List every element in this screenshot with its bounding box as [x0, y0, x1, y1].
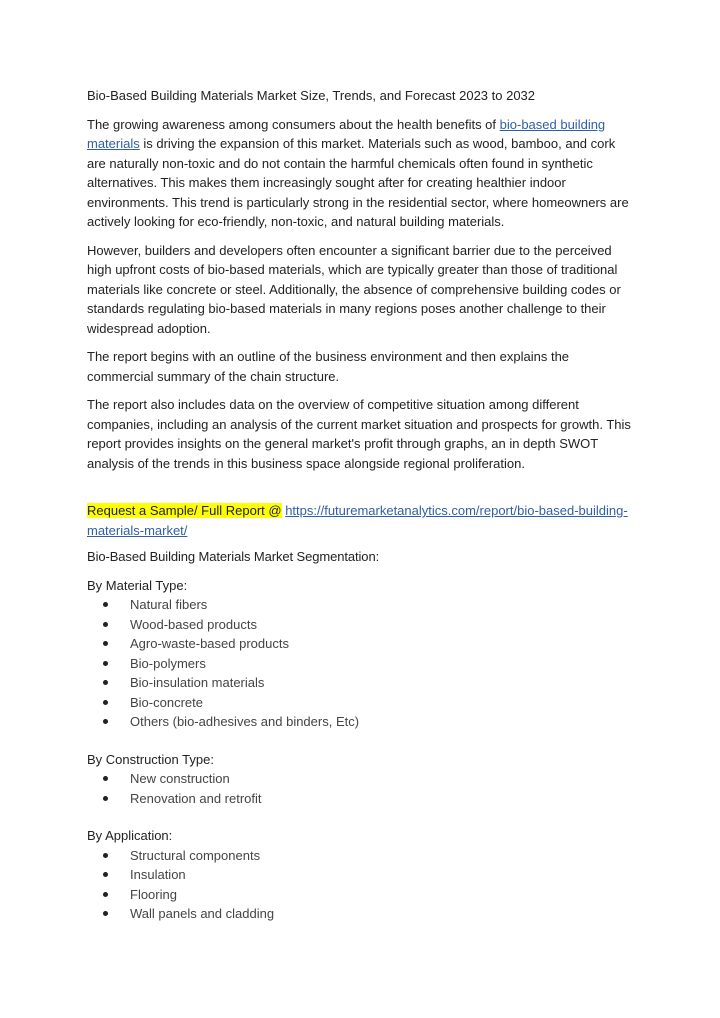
bullet-icon: [103, 872, 108, 877]
request-sample-line: [87, 501, 635, 540]
bullet-icon: [103, 719, 108, 724]
list-item-text: Bio-concrete: [130, 694, 203, 710]
list-item-text: Others (bio-adhesives and binders, Etc): [130, 714, 360, 729]
bullet-icon: [103, 602, 108, 607]
segment-group-construction-type: [87, 750, 635, 809]
paragraph-report-contents: The report also includes data on the overview of competitive situation among different companies, including an analysis of the current market situation and prospects for growth. This report provides insights on the general market's profit through graphs, an in depth SWOT analysis of the trends in this business space alongside regional proliferation.: [87, 397, 631, 471]
segment-group-material-type: [87, 576, 635, 732]
bullet-icon: [103, 700, 108, 705]
segment-list: [87, 846, 635, 924]
segmentation-heading: Bio-Based Building Materials Market Segmentation:: [87, 549, 380, 564]
list-item: [87, 904, 635, 924]
bullet-icon: [103, 853, 108, 858]
list-item: [87, 615, 635, 635]
list-item: [87, 595, 635, 615]
list-item: [87, 885, 635, 905]
bullet-icon: [103, 796, 108, 801]
bullet-icon: [103, 680, 108, 685]
list-item-text: Insulation: [130, 867, 186, 882]
list-item-text: Wall panels and cladding: [130, 906, 275, 921]
list-item: [87, 846, 635, 866]
request-sample-label: Request a Sample/ Full Report @: [87, 503, 282, 518]
list-item: [87, 769, 635, 789]
list-item: [87, 693, 635, 713]
bullet-icon: [103, 776, 108, 781]
list-item-text: Agro-waste-based products: [130, 636, 289, 651]
bullet-icon: [103, 641, 108, 646]
segment-group-title: By Construction Type:: [87, 751, 214, 767]
report-url-link[interactable]: https://futuremarketanalytics.com/report/bio-based-building-materials-market/: [87, 503, 628, 538]
list-item: [87, 634, 635, 654]
segment-group-title: By Material Type:: [87, 577, 188, 593]
bio-based-materials-link[interactable]: bio-based building materials: [87, 116, 606, 151]
document-title: Bio-Based Building Materials Market Size, Trends, and Forecast 2023 to 2032: [87, 88, 536, 103]
list-item-text: Bio-polymers: [130, 655, 206, 671]
list-item-text: Bio-insulation materials: [130, 675, 265, 690]
segment-list: [87, 595, 635, 732]
bullet-icon: [103, 911, 108, 916]
segment-list: [87, 769, 635, 808]
list-item-text: Wood-based products: [130, 616, 257, 632]
paragraph-cost-barrier: However, builders and developers often encounter a significant barrier due to the perceived high upfront costs of bio-based materials, which are typically greater than those of traditional materials like concrete or steel. Additionally, the absence of comprehensive building codes or standards regulating bio-based materials in many regions poses another challenge to their widespread adoption.: [87, 242, 621, 336]
intro-text-before-link: The growing awareness among consumers about the health benefits of: [87, 116, 500, 132]
list-item-text: New construction: [130, 771, 230, 786]
intro-paragraph: [87, 115, 635, 232]
intro-text-after-link: is driving the expansion of this market. Materials such as wood, bamboo, and cork are naturally non-toxic and do not contain the harmful chemicals often found in synthetic alternatives. This makes them increasingly sought after for creating healthier indoor environments. This trend is particularly strong in the residential sector, where homeowners are actively looking for eco-friendly, non-toxic, and natural building materials.: [87, 136, 629, 229]
paragraph-report-outline: The report begins with an outline of the business environment and then explains the commercial summary of the chain structure.: [87, 349, 570, 384]
list-item-text: Flooring: [130, 886, 177, 902]
list-item: [87, 654, 635, 674]
bullet-icon: [103, 661, 108, 666]
bullet-icon: [103, 622, 108, 627]
list-item: [87, 865, 635, 885]
list-item: [87, 673, 635, 693]
list-item-text: Natural fibers: [130, 597, 208, 612]
list-item-text: Structural components: [130, 847, 261, 863]
list-item: [87, 712, 635, 732]
segment-group-application: [87, 826, 635, 924]
list-item: [87, 789, 635, 809]
list-item-text: Renovation and retrofit: [130, 790, 262, 806]
bullet-icon: [103, 892, 108, 897]
segment-group-title: By Application:: [87, 828, 173, 843]
document-body: [87, 86, 635, 942]
